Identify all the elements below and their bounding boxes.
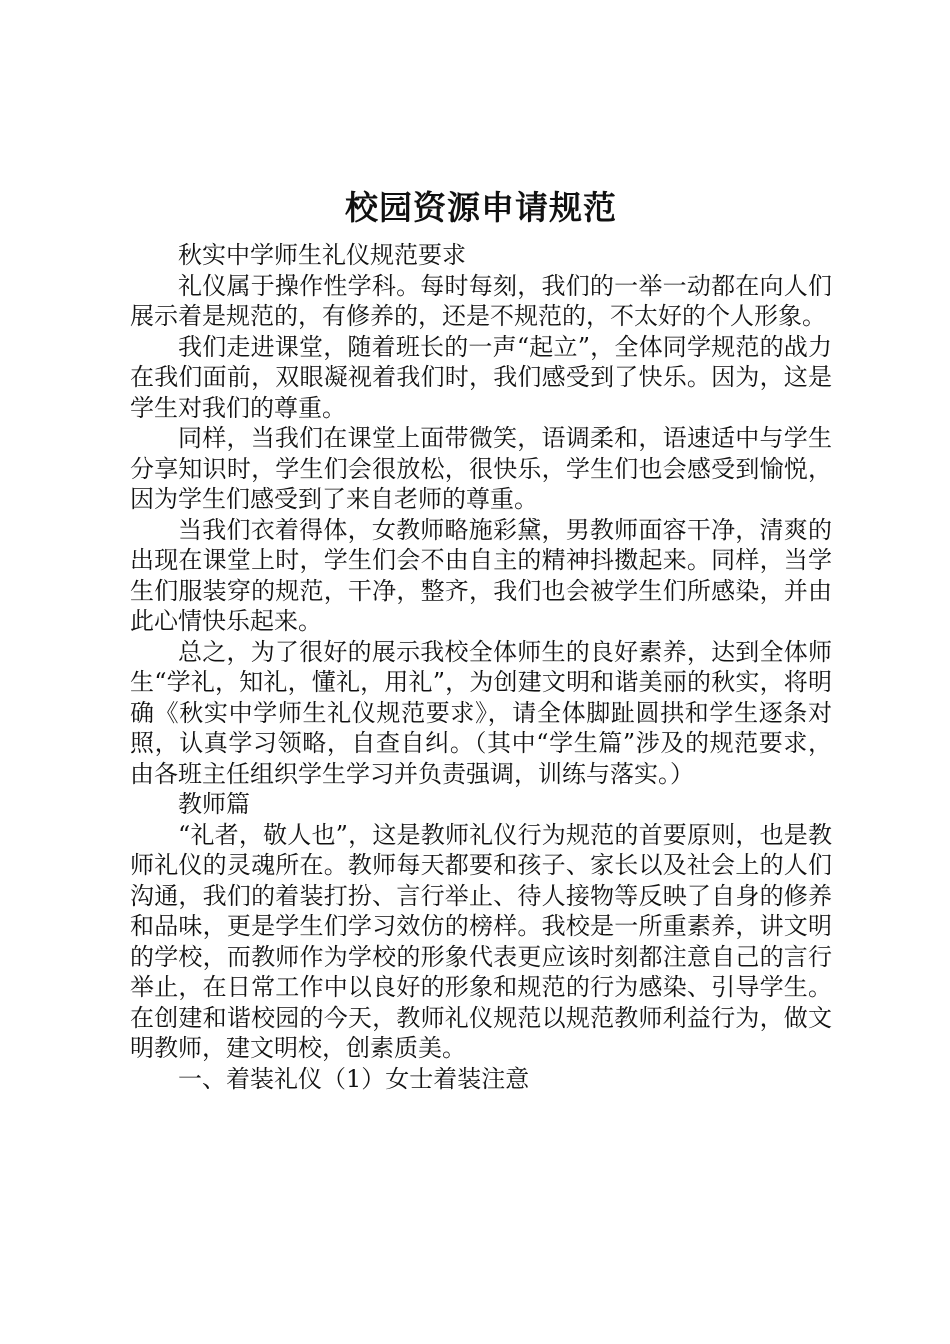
paragraph-2: 我们走进课堂，随着班长的一声“起立”，全体同学规范的战力在我们面前，双眼凝视着我们时，我们感受到了快乐。因为，这是学生对我们的尊重。: [130, 332, 832, 422]
document-title: 校园资源申请规范: [345, 188, 617, 227]
paragraph-4: 当我们衣着得体，女教师略施彩黛，男教师面容干净，清爽的出现在课堂上时，学生们会不由自主的精神抖擞起来。同样，当学生们服装穿的规范，干净，整齐，我们也会被学生们所感染，并由此心情快乐起来。: [130, 515, 832, 635]
paragraph-6: “礼者，敬人也”，这是教师礼仪行为规范的首要原则，也是教师礼仪的灵魂所在。教师每天都要和孩子、家长以及社会上的人们沟通，我们的着装打扮、言行举止、待人接物等反映了自身的修养和品味，更是学生们学习效仿的榜样。我校是一所重素养，讲文明的学校，而教师作为学校的形象代表更应该时刻都注意自己的言行举止，在日常工作中以良好的形象和规范的行为感染、引导学生。在创建和谐校园的今天，教师礼仪规范以规范教师利益行为，做文明教师，建文明校，创素质美。: [130, 820, 832, 1062]
section-heading-teachers: 教师篇: [178, 790, 250, 818]
section-heading-dress-etiquette: 一、着装礼仪（1）女士着装注意: [178, 1064, 530, 1093]
paragraph-subtitle: 秋实中学师生礼仪规范要求: [178, 241, 466, 269]
paragraph-1: 礼仪属于操作性学科。每时每刻，我们的一举一动都在向人们展示着是规范的，有修养的，还是不规范的，不太好的个人形象。: [130, 271, 832, 330]
paragraph-3: 同样，当我们在课堂上面带微笑，语调柔和，语速适中与学生分享知识时，学生们会很放松，很快乐，学生们也会感受到愉悦，因为学生们感受到了来自老师的尊重。: [130, 424, 832, 513]
paragraph-5: 总之，为了很好的展示我校全体师生的良好素养，达到全体师生“学礼，知礼，懂礼，用礼”，为创建文明和谐美丽的秋实，将明确《秋实中学师生礼仪规范要求》，请全体脚趾圆拱和学生逐条对照，认真学习领略，自查自纠。（其中“学生篇”涉及的规范要求，由各班主任组织学生学习并负责强调，训练与落实。）: [130, 637, 832, 788]
document-page: [130, 186, 832, 1094]
